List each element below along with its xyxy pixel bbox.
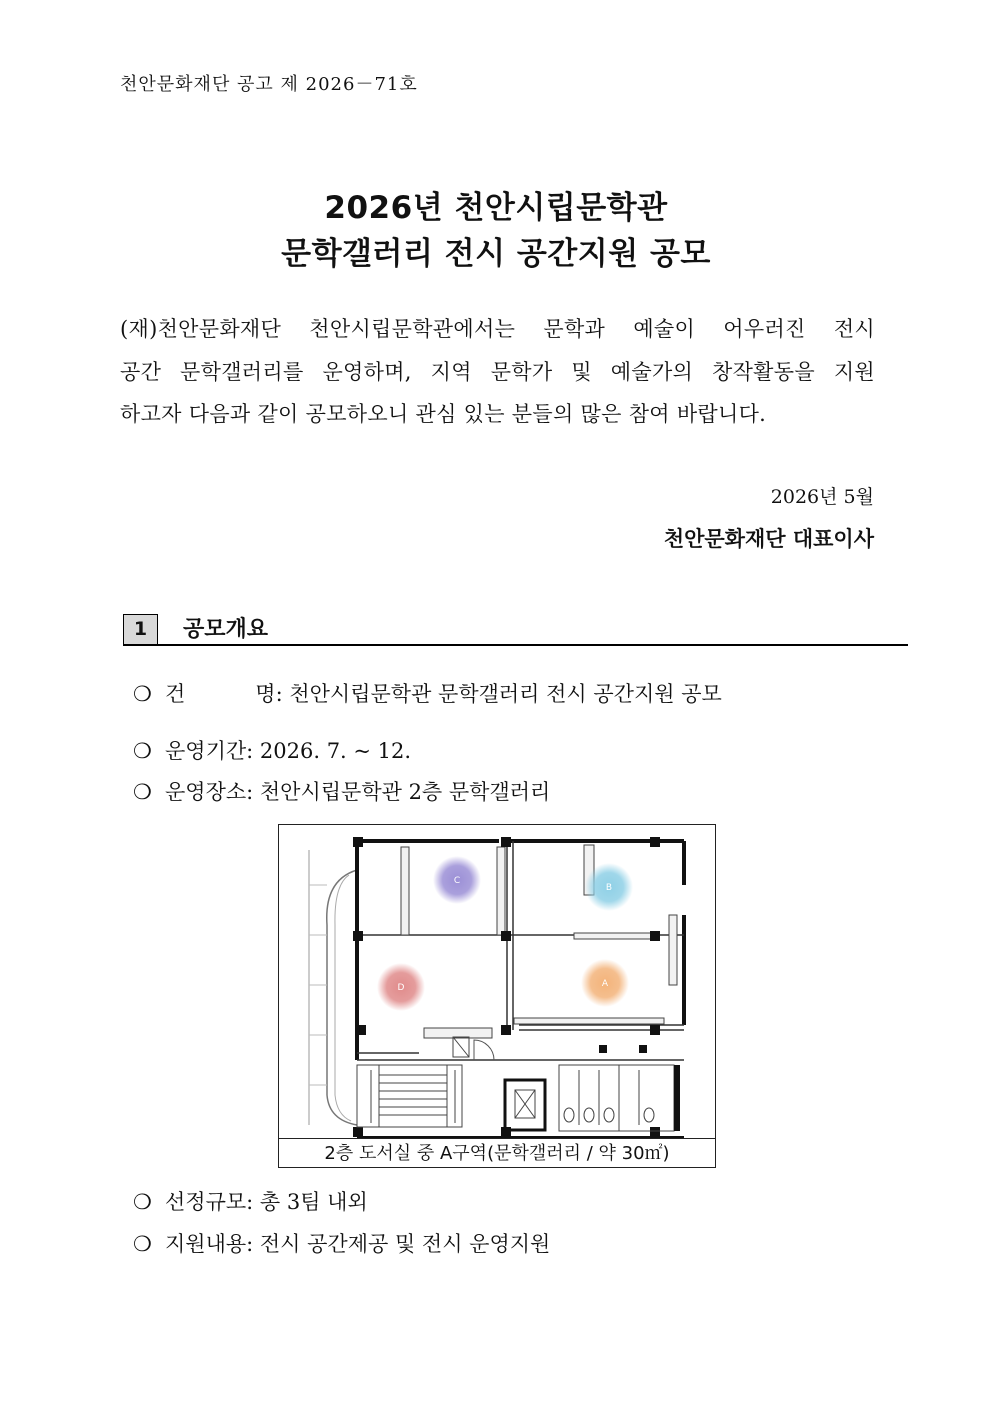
floor-plan — [278, 824, 716, 1168]
announcement-date: 2026년 5월 — [770, 486, 874, 508]
section-divider — [123, 644, 908, 646]
zone-c-label: C — [453, 876, 461, 886]
intro-line-2: 공간 문학갤러리를 운영하며, 지역 문학가 및 예술가의 창작활동을 지원 — [120, 360, 875, 384]
place-text: 운영장소: 천안시립문학관 2층 문학갤러리 — [165, 780, 551, 804]
floor-plan-caption: 2층 도서실 중 A구역(문학갤러리 / 약 30㎡) — [279, 1138, 715, 1168]
scale-text: 선정규모: 총 3팀 내외 — [165, 1190, 368, 1214]
bullet-icon: ❍ — [133, 1190, 152, 1214]
zone-b-label: B — [605, 883, 613, 893]
section-title: 공모개요 — [183, 617, 269, 642]
intro-line-3: 하고자 다음과 같이 공모하오니 관심 있는 분들의 많은 참여 바랍니다. — [120, 402, 767, 426]
zone-a-label: A — [601, 979, 609, 989]
list-item-scale — [133, 1186, 368, 1216]
list-item-period — [133, 735, 411, 765]
bullet-icon: ❍ — [133, 780, 152, 804]
floor-plan-drawing — [279, 825, 715, 1138]
name-label-b: 명: — [255, 682, 283, 706]
period-text: 운영기간: 2026. 7. ~ 12. — [165, 739, 412, 763]
list-item-place — [133, 776, 550, 806]
bullet-icon: ❍ — [133, 739, 152, 763]
support-text: 지원내용: 전시 공간제공 및 전시 운영지원 — [165, 1232, 551, 1256]
bullet-icon: ❍ — [133, 1232, 152, 1256]
name-value: 천안시립문학관 문학갤러리 전시 공간지원 공모 — [289, 682, 722, 706]
page-title-line1: 2026년 천안시립문학관 — [324, 190, 668, 226]
page-title-line2: 문학갤러리 전시 공간지원 공모 — [281, 236, 711, 272]
zone-d-label: D — [397, 983, 405, 993]
section-number-box: 1 — [123, 614, 158, 645]
list-item-support — [133, 1228, 550, 1258]
notice-number: 천안문화재단 공고 제 2026－71호 — [120, 74, 418, 95]
signer: 천안문화재단 대표이사 — [663, 526, 874, 551]
name-label-a: 건 — [165, 682, 186, 706]
intro-line-1: (재)천안문화재단 천안시립문학관에서는 문학과 예술이 어우러진 전시 — [120, 317, 875, 341]
list-item-name — [133, 678, 722, 708]
bullet-icon: ❍ — [133, 682, 152, 706]
